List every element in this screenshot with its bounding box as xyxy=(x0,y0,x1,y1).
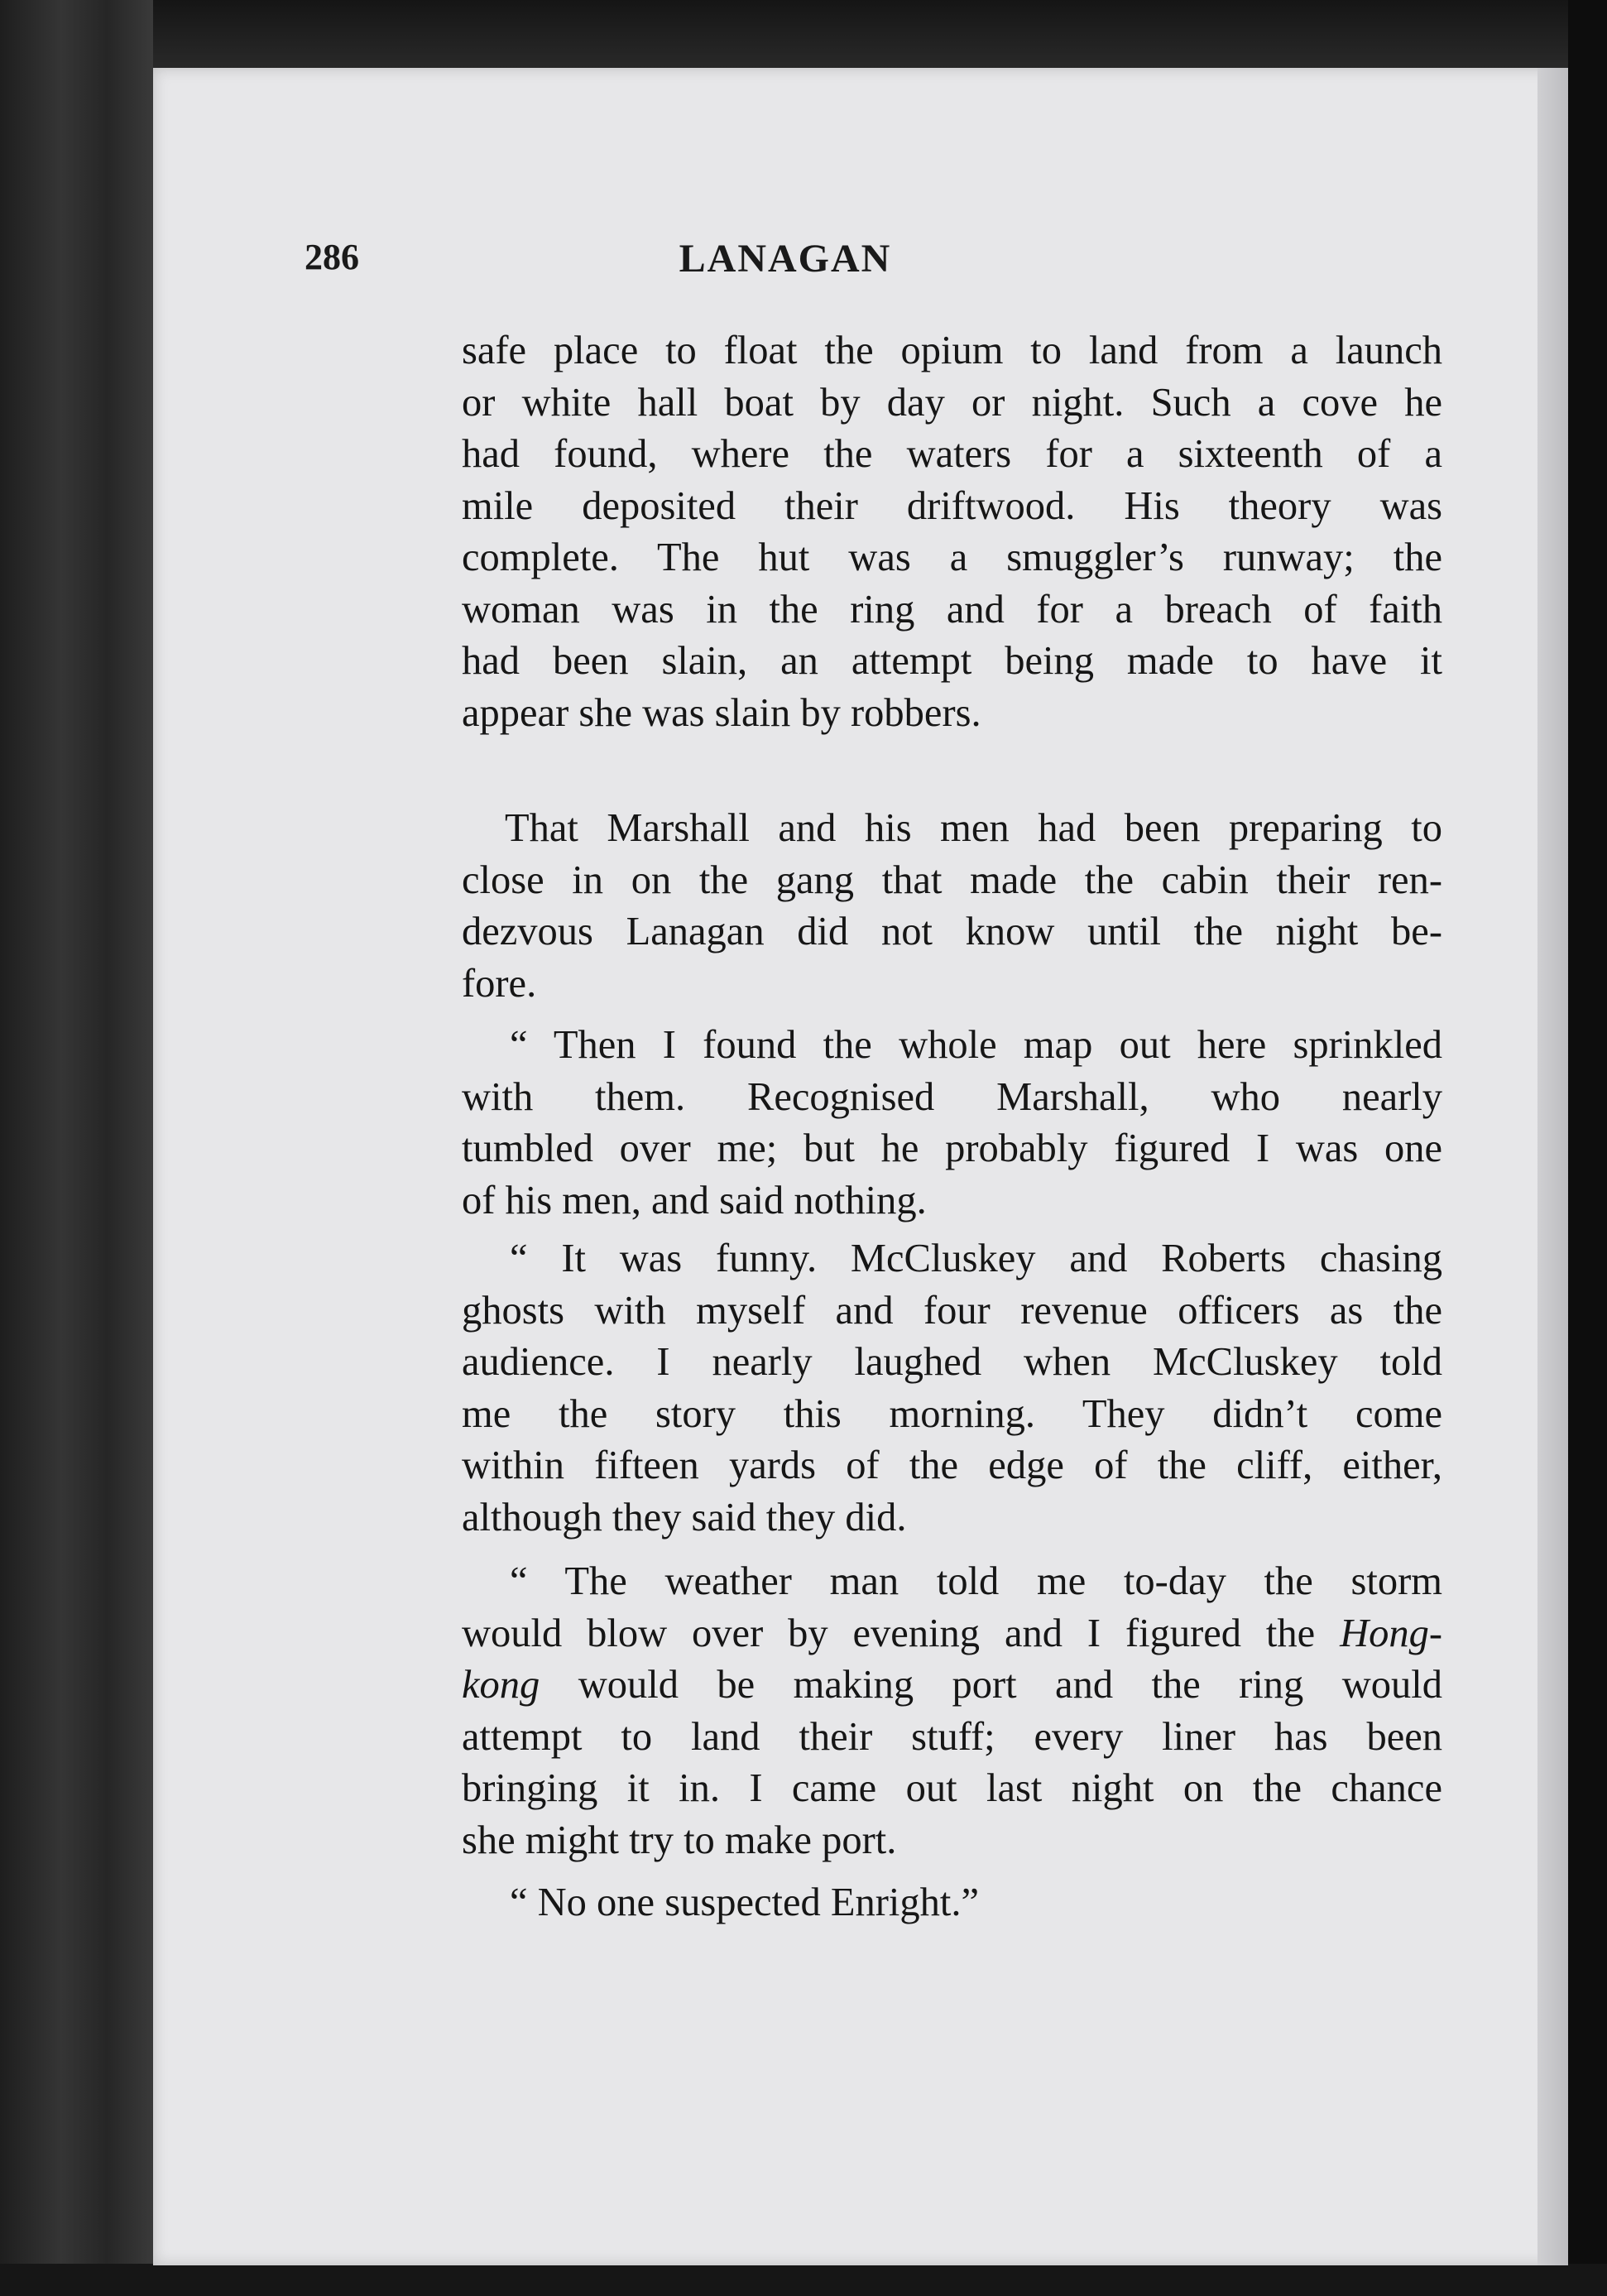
text-line: attempt to land their stuff; every liner has been xyxy=(462,1714,1442,1759)
text-line: tumbled over me; but he probably figured I was one xyxy=(462,1126,1442,1170)
page-header xyxy=(305,236,1076,286)
text-line: of his men, and said nothing. xyxy=(462,1178,927,1222)
text-line: “ It was funny. McCluskey and Roberts chasing xyxy=(510,1237,1442,1280)
ship-name-italic: Hong- xyxy=(1340,1611,1442,1655)
paragraph-quote-weather xyxy=(462,1556,1442,1866)
text-line: fore. xyxy=(462,961,537,1006)
text-fragment: would be making port and the ring would xyxy=(540,1663,1442,1707)
text-fragment: would blow over by evening and I figured the xyxy=(462,1611,1341,1655)
text-line: close in on the gang that made the cabin their ren- xyxy=(462,857,1442,902)
text-line: she might try to make port. xyxy=(462,1818,897,1862)
text-line: complete. The hut was a smuggler’s runway; the xyxy=(462,536,1442,579)
paragraph-marshall xyxy=(462,803,1442,1010)
text-line: “ No one suspected Enright.” xyxy=(510,1881,980,1924)
text-line: mile deposited their driftwood. His theory was xyxy=(462,483,1442,528)
text-line xyxy=(462,1660,1442,1712)
scanner-right-margin xyxy=(1568,0,1607,2296)
paragraph-quote-map xyxy=(462,1020,1442,1227)
text-line: bringing it in. I came out last night on the chance xyxy=(462,1766,1442,1810)
text-line: safe place to float the opium to land from a launch xyxy=(462,329,1442,372)
book-spine-shadow xyxy=(0,0,153,2296)
scanner-bottom-margin xyxy=(0,2264,1607,2296)
text-line: audience. I nearly laughed when McCluskey told xyxy=(462,1340,1442,1384)
paragraph-quote-funny xyxy=(462,1233,1442,1544)
text-line: me the story this morning. They didn’t come xyxy=(462,1391,1442,1436)
text-line: “ Then I found the whole map out here sprinkled xyxy=(510,1023,1442,1067)
text-line: had been slain, an attempt being made to have it xyxy=(462,639,1442,683)
ship-name-italic: kong xyxy=(462,1663,540,1707)
text-line: had found, where the waters for a sixteenth of a xyxy=(462,432,1442,476)
scanner-top-margin xyxy=(0,0,1607,74)
paragraph-continuation xyxy=(462,325,1442,739)
text-line: with them. Recognised Marshall, who nearly xyxy=(462,1074,1442,1119)
paragraph-quote-enright xyxy=(462,1877,1442,1929)
text-line: woman was in the ring and for a breach of faith xyxy=(462,587,1442,632)
text-line xyxy=(462,1608,1442,1660)
text-line: appear she was slain by robbers. xyxy=(462,690,981,735)
text-line: although they said they did. xyxy=(462,1495,907,1539)
text-line: That Marshall and his men had been preparing to xyxy=(505,806,1442,850)
text-line: ghosts with myself and four revenue officers as the xyxy=(462,1288,1442,1333)
text-line: “ The weather man told me to-day the storm xyxy=(510,1559,1442,1603)
text-line: dezvous Lanagan did not know until the night be- xyxy=(462,910,1442,953)
text-line: within fifteen yards of the edge of the cliff, either, xyxy=(462,1443,1442,1487)
text-line: or white hall boat by day or night. Such a cove he xyxy=(462,380,1442,425)
page-edge xyxy=(1537,68,1568,2265)
running-title: LANAGAN xyxy=(679,237,892,281)
page-number: 286 xyxy=(305,237,359,277)
